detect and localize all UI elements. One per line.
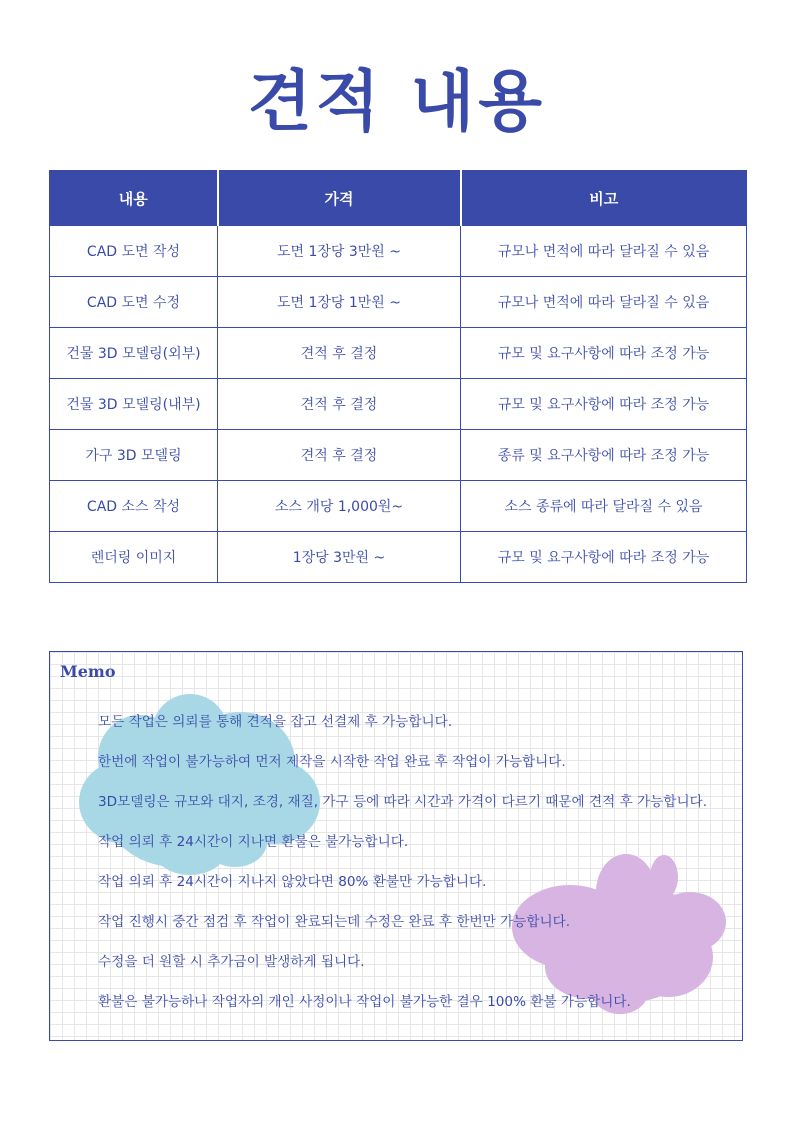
cell-content: CAD 소스 작성 [50, 481, 218, 532]
memo-box [49, 651, 743, 1041]
cell-content: CAD 도면 수정 [50, 277, 218, 328]
table-header-row [50, 171, 747, 226]
cell-note: 규모 및 요구사항에 따라 조정 가능 [461, 532, 747, 583]
cell-note: 규모 및 요구사항에 따라 조정 가능 [461, 328, 747, 379]
header-content: 내용 [50, 171, 218, 226]
table-row [50, 277, 747, 328]
memo-line: 작업 의뢰 후 24시간이 지나지 않았다면 80% 환불만 가능합니다. [98, 874, 487, 890]
cell-price: 도면 1장당 3만원 ~ [218, 226, 461, 277]
cell-price: 견적 후 결정 [218, 328, 461, 379]
table-row [50, 430, 747, 481]
memo-line: 한번에 작업이 불가능하여 먼저 제작을 시작한 작업 완료 후 작업이 가능합니다. [98, 754, 566, 770]
memo-line: 작업 의뢰 후 24시간이 지나면 환불은 불가능합니다. [98, 834, 409, 850]
table-row [50, 481, 747, 532]
cell-content: 건물 3D 모델링(외부) [50, 328, 218, 379]
memo-line: 환불은 불가능하나 작업자의 개인 사정이나 작업이 불가능한 결우 100% 환불 가능합니다. [98, 994, 631, 1010]
cell-note: 규모나 면적에 따라 달라질 수 있음 [461, 277, 747, 328]
page-title: 견적 내용 [247, 63, 546, 140]
cell-content: 건물 3D 모델링(내부) [50, 379, 218, 430]
cell-note: 종류 및 요구사항에 따라 조정 가능 [461, 430, 747, 481]
table-row [50, 532, 747, 583]
table-row [50, 226, 747, 277]
table-row [50, 379, 747, 430]
memo-line: 모든 작업은 의뢰를 통해 견적을 잡고 선결제 후 가능합니다. [98, 714, 453, 730]
memo-title: Memo [60, 662, 116, 681]
header-price: 가격 [218, 171, 461, 226]
cell-price: 소스 개당 1,000원~ [218, 481, 461, 532]
cell-note: 규모 및 요구사항에 따라 조정 가능 [461, 379, 747, 430]
cell-price: 1장당 3만원 ~ [218, 532, 461, 583]
cell-note: 규모나 면적에 따라 달라질 수 있음 [461, 226, 747, 277]
cell-note: 소스 종류에 따라 달라질 수 있음 [461, 481, 747, 532]
memo-line: 수정을 더 원할 시 추가금이 발생하게 됩니다. [98, 954, 365, 970]
cell-content: CAD 도면 작성 [50, 226, 218, 277]
header-note: 비고 [461, 171, 747, 226]
quote-table [49, 170, 747, 583]
cell-price: 도면 1장당 1만원 ~ [218, 277, 461, 328]
memo-list [98, 710, 707, 1030]
memo-line: 3D모델링은 규모와 대지, 조경, 재질, 가구 등에 따라 시간과 가격이 다르기 때문에 견적 후 가능합니다. [98, 794, 708, 810]
cell-price: 견적 후 결정 [218, 379, 461, 430]
cell-price: 견적 후 결정 [218, 430, 461, 481]
table-row [50, 328, 747, 379]
memo-line: 작업 진행시 중간 점검 후 작업이 완료되는데 수정은 완료 후 한번만 가능합니다. [98, 914, 571, 930]
cell-content: 가구 3D 모델링 [50, 430, 218, 481]
cell-content: 렌더링 이미지 [50, 532, 218, 583]
